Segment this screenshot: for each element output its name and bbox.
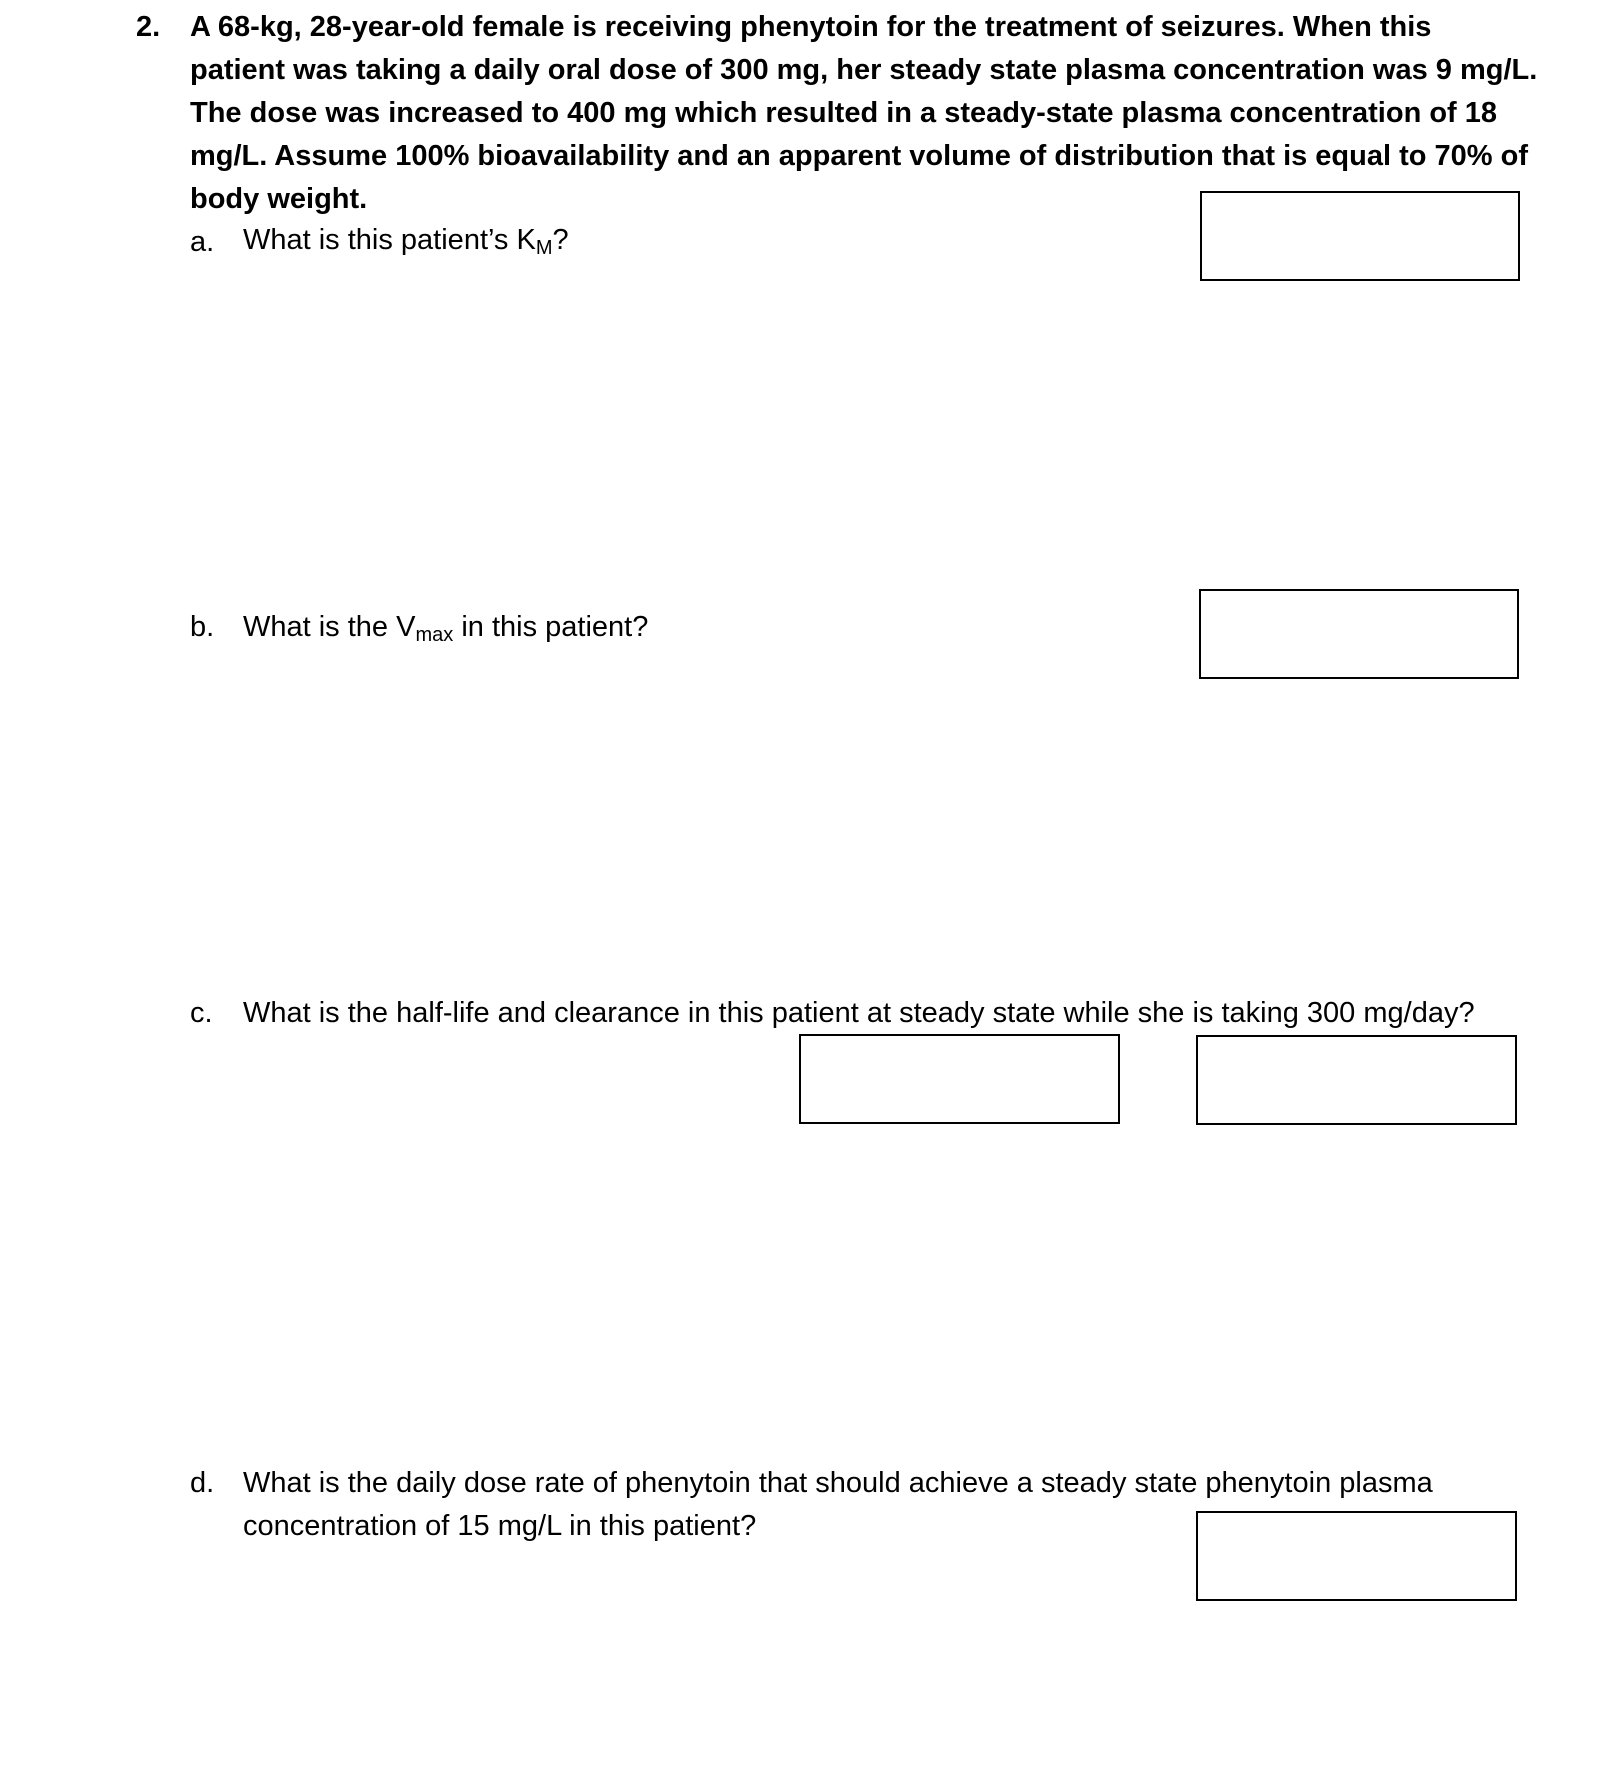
stem-line: A 68-kg, 28-year-old female is receiving phenytoin for the treatment of seizures. When this <box>190 11 1432 43</box>
answer-box-b[interactable] <box>1199 589 1519 679</box>
part-d-question-line1: What is the daily dose rate of phenytoin that should achieve a steady state phenytoin plasma <box>243 1467 1433 1499</box>
answer-box-c-half-life[interactable] <box>799 1034 1120 1124</box>
part-d-letter: d. <box>190 1467 215 1499</box>
question-number: 2. <box>136 11 161 43</box>
part-b-text: What is the V <box>243 611 416 643</box>
part-c-letter: c. <box>190 997 213 1029</box>
stem-line: body weight. <box>190 183 368 215</box>
answer-box-c-clearance[interactable] <box>1196 1035 1517 1125</box>
part-a-text-end: ? <box>552 224 569 256</box>
part-a-subscript: M <box>535 237 553 259</box>
part-b-letter: b. <box>190 611 215 643</box>
part-d-question-line2: concentration of 15 mg/L in this patient? <box>243 1510 757 1542</box>
part-c-question: What is the half-life and clearance in this patient at steady state while she is taking 300 mg/day? <box>243 997 1475 1029</box>
part-a-letter: a. <box>190 226 215 258</box>
stem-line: The dose was increased to 400 mg which resulted in a steady-state plasma concentration of 18 <box>190 97 1498 129</box>
stem-line: mg/L. Assume 100% bioavailability and an apparent volume of distribution that is equal to 70% of <box>190 140 1529 172</box>
part-a-question <box>243 219 569 262</box>
part-b-subscript: max <box>415 624 454 646</box>
answer-box-d[interactable] <box>1196 1511 1517 1601</box>
part-b-text-end: in this patient? <box>453 611 649 643</box>
part-a-text: What is this patient’s K <box>243 224 536 256</box>
stem-line: patient was taking a daily oral dose of 300 mg, her steady state plasma concentration was 9 mg/L. <box>190 54 1538 86</box>
answer-box-a[interactable] <box>1200 191 1520 281</box>
part-b-question <box>243 606 648 649</box>
question-stem <box>190 6 1580 221</box>
